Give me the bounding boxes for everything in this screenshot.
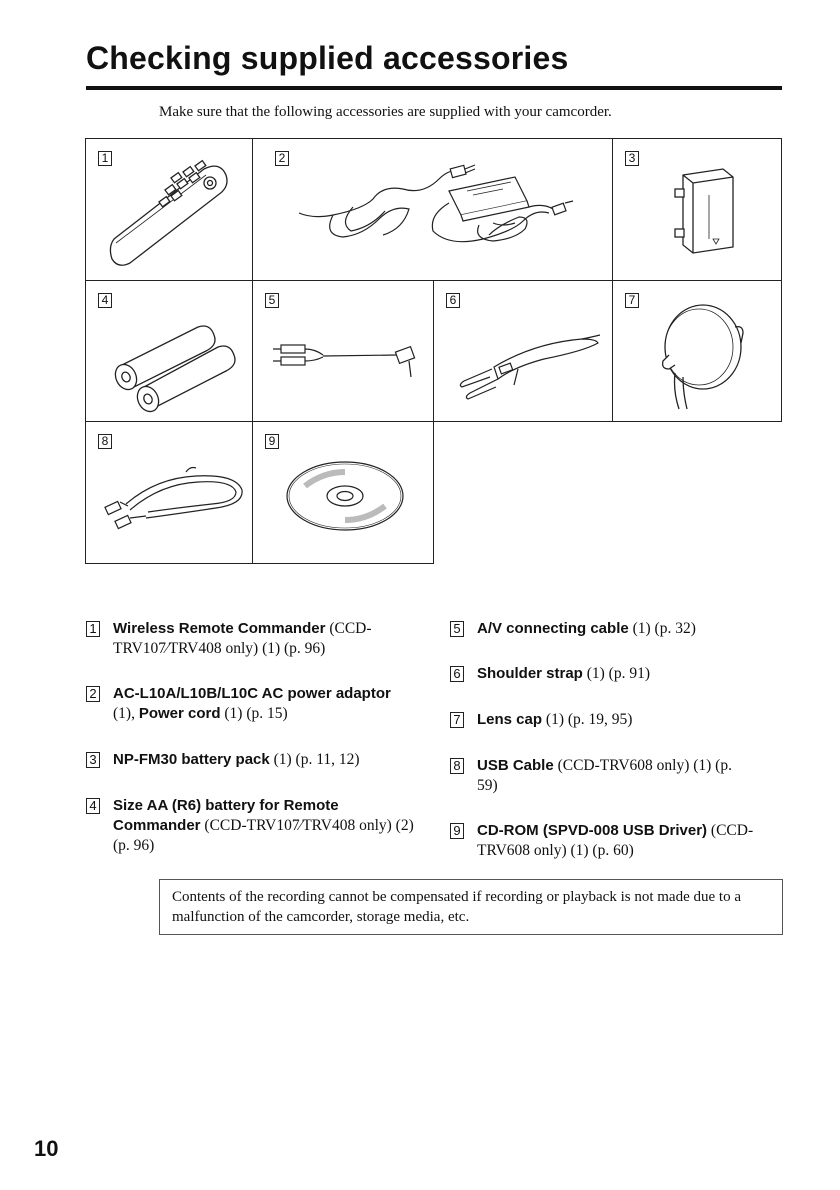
remote-commander-icon xyxy=(86,139,254,282)
legend-item-2 xyxy=(86,684,416,724)
legend-item-8 xyxy=(450,756,750,796)
grid-cell-2 xyxy=(252,138,613,281)
grid-cell-3 xyxy=(612,138,782,281)
legend-detail: (1), xyxy=(113,705,139,722)
legend-number: 7 xyxy=(450,712,464,728)
legend-number: 6 xyxy=(450,666,464,682)
note-box xyxy=(159,879,783,935)
item-number: 9 xyxy=(265,434,279,449)
legend-name: USB Cable xyxy=(477,757,554,774)
item-number: 4 xyxy=(98,293,112,308)
legend-detail: (1) (p. 91) xyxy=(582,665,651,682)
legend-detail: (1) (p. 19, 95) xyxy=(542,711,633,728)
legend-name-secondary: Power cord xyxy=(138,705,221,722)
legend-item-9 xyxy=(450,821,770,861)
grid-cell-1 xyxy=(85,138,253,281)
legend-detail: (CCD-TRV608 only) (1) (p. 60) xyxy=(477,822,754,859)
page-number: 10 xyxy=(34,1136,59,1161)
legend-item-7 xyxy=(450,710,770,730)
legend-number: 1 xyxy=(86,621,100,637)
legend-item-5 xyxy=(450,619,770,639)
legend-item-6 xyxy=(450,664,770,684)
grid-cell-4 xyxy=(85,280,253,422)
legend-name: Shoulder strap xyxy=(477,665,583,682)
legend-item-4 xyxy=(86,796,416,856)
legend-number: 8 xyxy=(450,758,464,774)
grid-cell-8 xyxy=(85,421,253,564)
av-cable-icon xyxy=(253,281,435,423)
usb-cable-icon xyxy=(86,422,254,565)
item-number: 7 xyxy=(625,293,639,308)
legend-name: Lens cap xyxy=(477,711,543,728)
lens-cap-icon xyxy=(613,281,783,423)
intro-text: Make sure that the following accessories are supplied with your camcorder. xyxy=(159,104,612,120)
legend-detail: (1) (p. 32) xyxy=(628,620,696,637)
legend-number: 5 xyxy=(450,621,464,637)
legend-number: 4 xyxy=(86,798,100,814)
item-number: 2 xyxy=(275,151,289,166)
aa-batteries-icon xyxy=(86,281,254,423)
item-number: 5 xyxy=(265,293,279,308)
battery-pack-icon xyxy=(613,139,783,282)
legend-name: Wireless Remote Commander xyxy=(113,620,326,637)
legend-detail: (CCD-TRV107⁄TRV408 only) (1) (p. 96) xyxy=(113,620,372,657)
legend-detail: (CCD-TRV107⁄TRV408 only) (2) (p. 96) xyxy=(113,817,414,854)
legend-detail-secondary: (1) (p. 15) xyxy=(220,705,288,722)
grid-cell-6 xyxy=(433,280,613,422)
item-number: 8 xyxy=(98,434,112,449)
page-title: Checking supplied accessories xyxy=(86,40,569,76)
legend-item-3 xyxy=(86,750,416,770)
legend-detail: (1) (p. 11, 12) xyxy=(269,751,360,768)
grid-cell-7 xyxy=(612,280,782,422)
item-number: 3 xyxy=(625,151,639,166)
legend-number: 3 xyxy=(86,752,100,768)
ac-adaptor-power-cord-icon xyxy=(253,139,614,282)
grid-cell-9 xyxy=(252,421,434,564)
legend-name: A/V connecting cable xyxy=(477,620,629,637)
legend-detail: (CCD-TRV608 only) (1) (p. 59) xyxy=(477,757,732,794)
legend-name: Size AA (R6) battery for Remote Commander xyxy=(113,797,339,834)
item-number: 1 xyxy=(98,151,112,166)
legend-name: CD-ROM (SPVD-008 USB Driver) xyxy=(477,822,708,839)
legend-item-1 xyxy=(86,619,416,659)
item-number: 6 xyxy=(446,293,460,308)
legend-name: AC-L10A/L10B/L10C AC power adaptor xyxy=(113,685,391,702)
note-text: Contents of the recording cannot be compensated if recording or playback is not made due to a malfunction of the camcorder, storage media, etc. xyxy=(172,889,741,925)
shoulder-strap-icon xyxy=(434,281,614,423)
cd-rom-icon xyxy=(253,422,435,565)
legend-number: 2 xyxy=(86,686,100,702)
legend-name: NP-FM30 battery pack xyxy=(113,751,270,768)
grid-cell-5 xyxy=(252,280,434,422)
legend-number: 9 xyxy=(450,823,464,839)
title-underline xyxy=(86,86,782,90)
